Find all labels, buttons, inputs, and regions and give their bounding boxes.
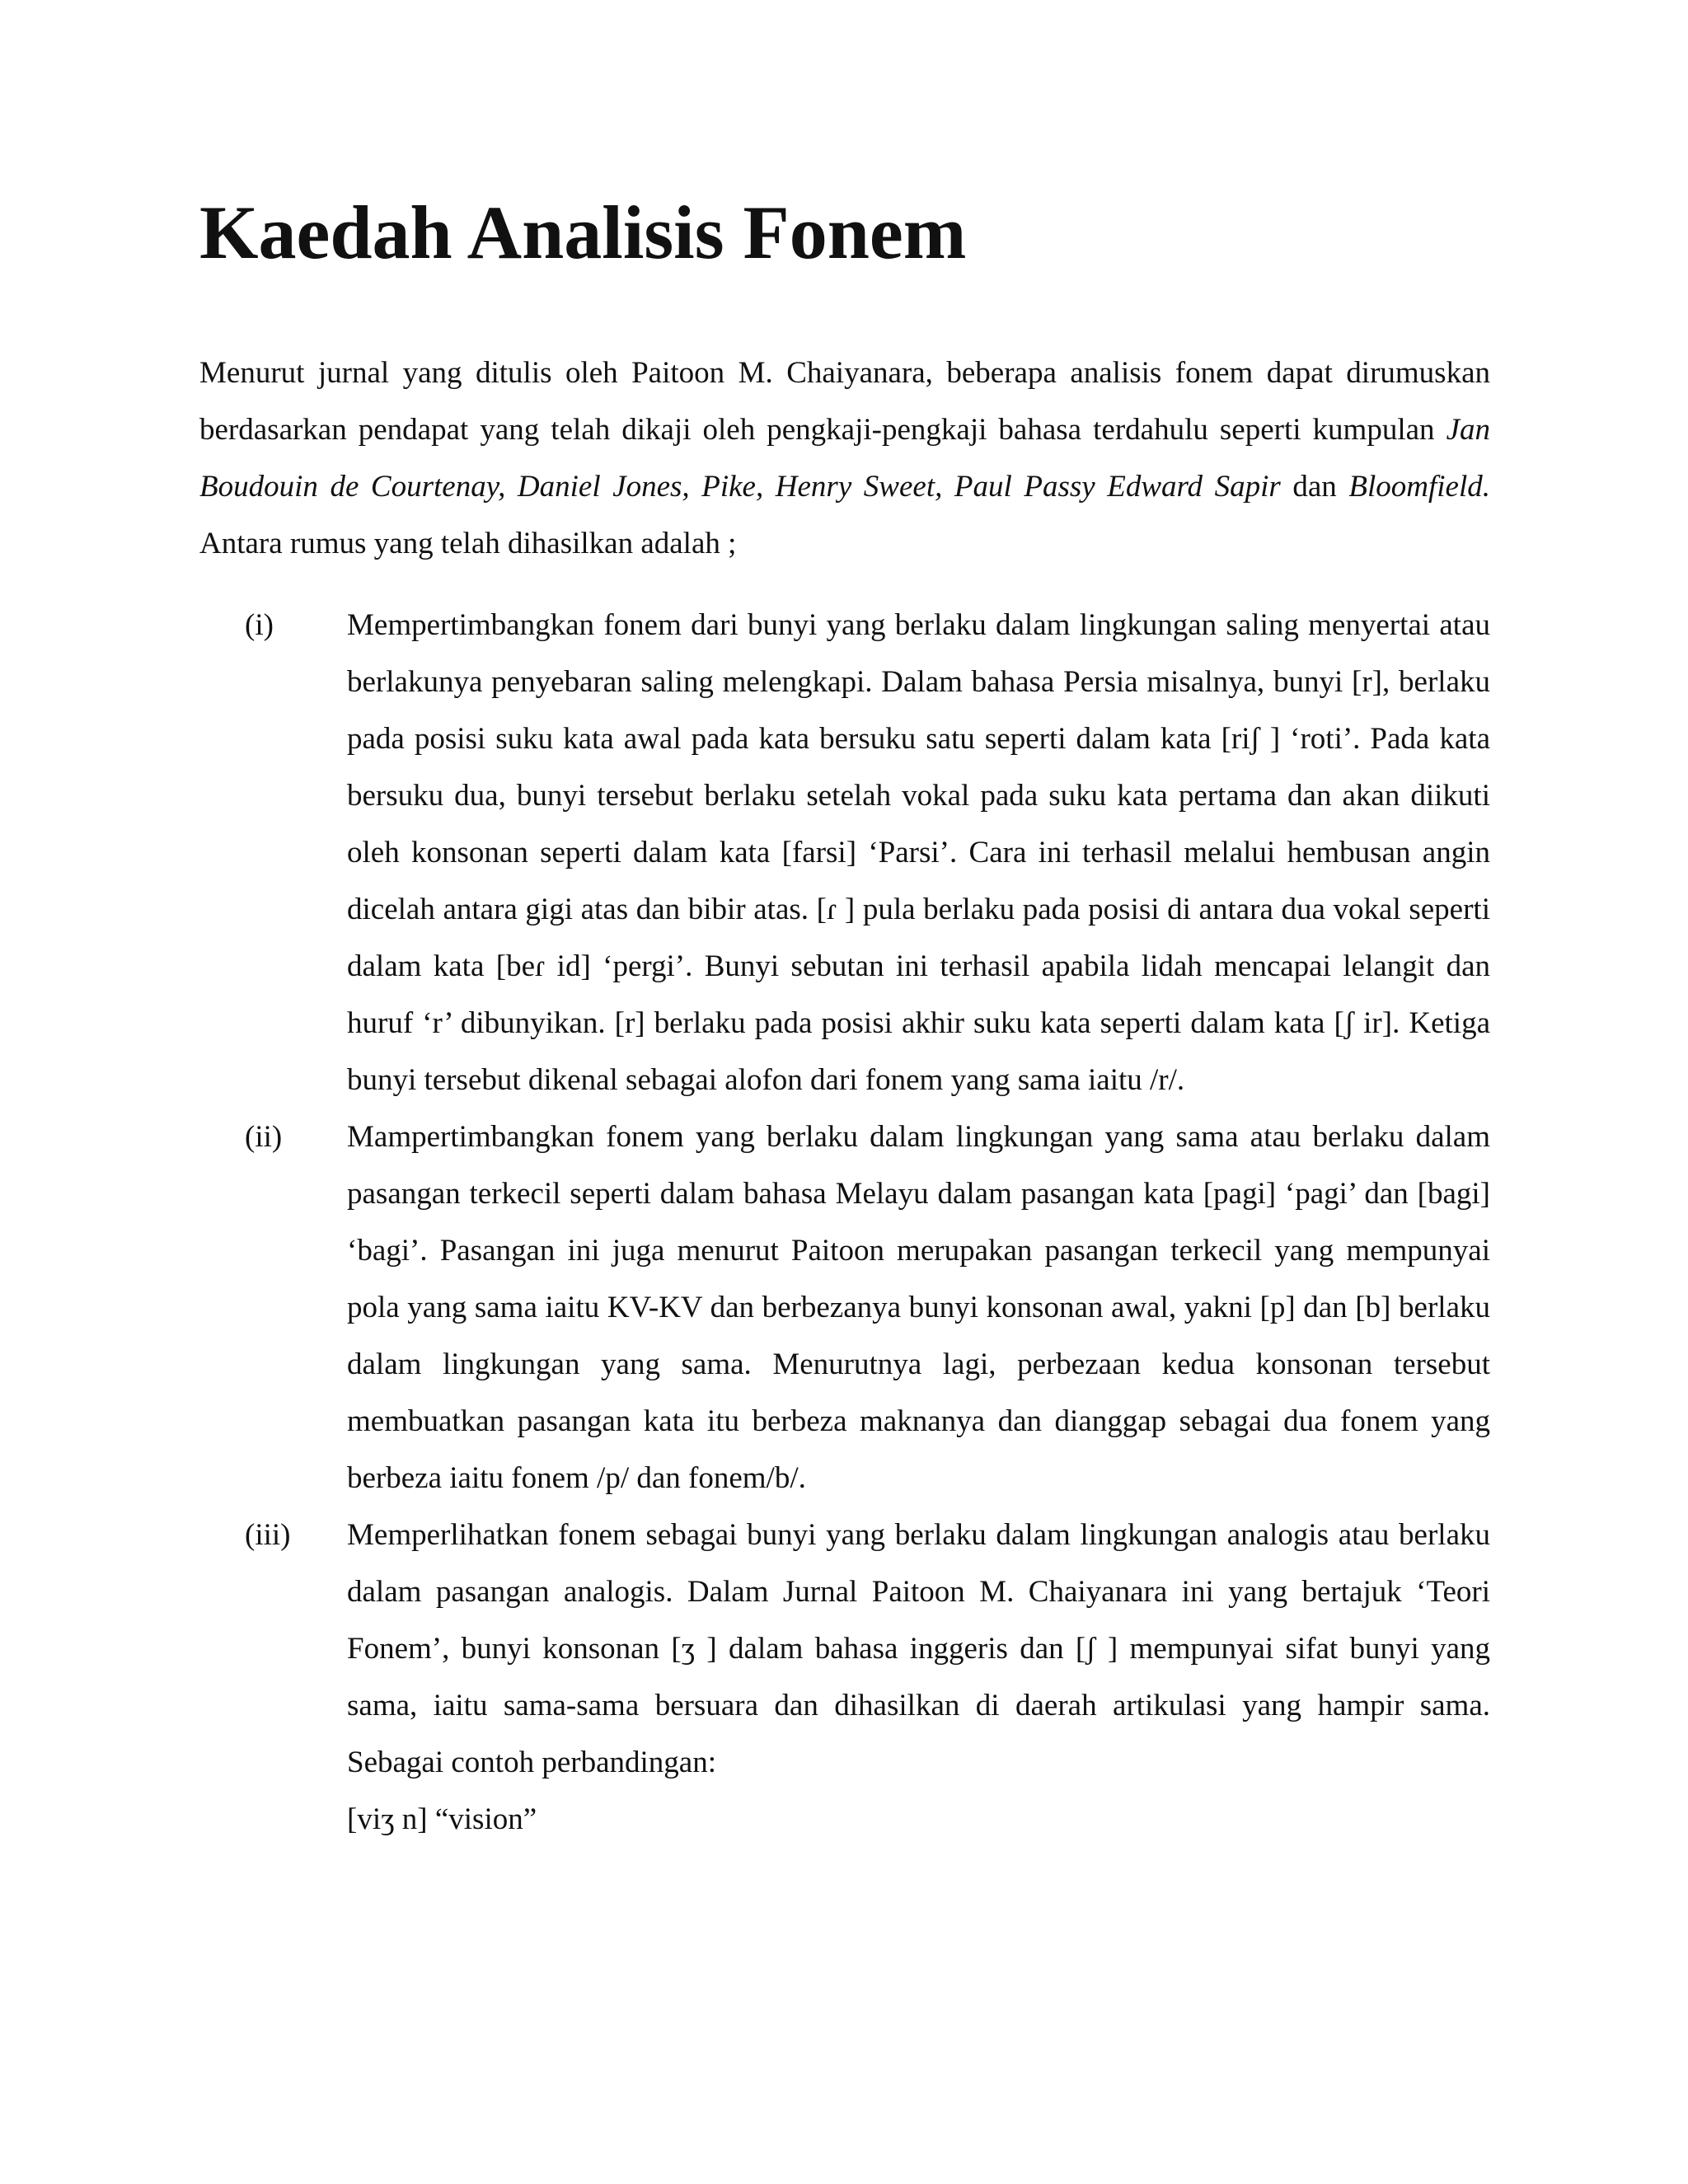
list-item-text: Mampertimbangkan fonem yang berlaku dalam lingkungan yang sama atau berlaku dalam pasangan terkecil seperti dalam bahasa Melayu dalam pasangan kata [pagi] ‘pagi’ dan [bagi] ‘bagi’. Pasangan ini juga menurut Paitoon merupakan pasangan terkecil yang mempunyai pola yang sama iaitu KV-KV dan berbezanya bunyi konsonan awal, yakni [p] dan [b] berlaku dalam lingkungan yang sama. Menurutnya lagi, perbezaan kedua konsonan tersebut membuatkan pasangan kata itu berbeza maknanya dan dianggap sebagai dua fonem yang berbeza iaitu fonem /p/ dan fonem/b/.: [347, 1120, 1490, 1495]
example-line: [viʒ n] “vision”: [347, 1802, 537, 1836]
list-item-number: (iii): [245, 1518, 291, 1552]
rules-list: [199, 597, 1490, 1848]
list-item: [199, 597, 1490, 1108]
list-item-number: (ii): [245, 1120, 283, 1154]
intro-paragraph: [199, 344, 1490, 572]
intro-names-italic: Jan Boudouin de Courtenay, Daniel Jones, Pike, Henry Sweet, Paul Passy Edward Sapir: [199, 413, 1490, 504]
intro-text-part2: dan: [1280, 470, 1349, 504]
intro-text-part3: Antara rumus yang telah dihasilkan adalah ;: [199, 527, 737, 560]
list-item-text: Mempertimbangkan fonem dari bunyi yang berlaku dalam lingkungan saling menyertai atau berlakunya penyebaran saling melengkapi. Dalam bahasa Persia misalnya, bunyi [r], berlaku pada posisi suku kata awal pada kata bersuku satu seperti dalam kata [riʃ ] ‘roti’. Pada kata bersuku dua, bunyi tersebut berlaku setelah vokal pada suku kata pertama dan akan diikuti oleh konsonan seperti dalam kata [farsi] ‘Parsi’. Cara ini terhasil melalui hembusan angin dicelah antara gigi atas dan bibir atas. [ɾ ] pula berlaku pada posisi di antara dua vokal seperti dalam kata [beɾ id] ‘pergi’. Bunyi sebutan ini terhasil apabila lidah mencapai lelangit dan huruf ‘r’ dibunyikan. [r] berlaku pada posisi akhir suku kata seperti dalam kata [ʃ ir]. Ketiga bunyi tersebut dikenal sebagai alofon dari fonem yang sama iaitu /r/.: [347, 608, 1490, 1097]
list-item: [199, 1507, 1490, 1791]
document-title: Kaedah Analisis Fonem: [199, 190, 967, 274]
list-item-text: Memperlihatkan fonem sebagai bunyi yang berlaku dalam lingkungan analogis atau berlaku dalam pasangan analogis. Dalam Jurnal Paitoon M. Chaiyanara ini yang bertajuk ‘Teori Fonem’, bunyi konsonan [ʒ ] dalam bahasa inggeris dan [ʃ ] mempunyai sifat bunyi yang sama, iaitu sama-sama bersuara dan dihasilkan di daerah artikulasi yang hampir sama. Sebagai contoh perbandingan:: [347, 1518, 1490, 1779]
intro-text-part1: Menurut jurnal yang ditulis oleh Paitoon M. Chaiyanara, beberapa analisis fonem dapat dirumuskan berdasarkan pendapat yang telah dikaji oleh pengkaji-pengkaji bahasa terdahulu seperti kumpulan: [199, 356, 1490, 447]
intro-bloomfield-italic: Bloomfield.: [1348, 470, 1490, 504]
list-item: [199, 1108, 1490, 1507]
list-item-number: (i): [245, 608, 274, 642]
